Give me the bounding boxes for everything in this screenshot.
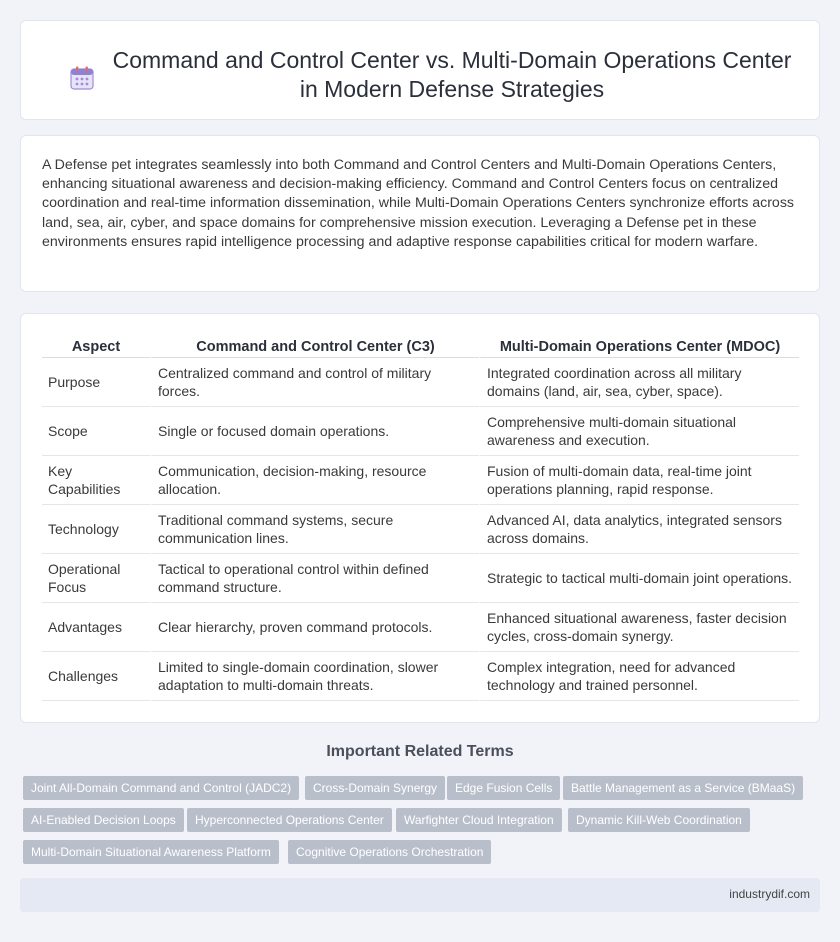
table-row xyxy=(42,652,799,701)
row-aspect: Technology xyxy=(42,505,150,554)
calendar-icon xyxy=(69,65,95,91)
row-c3: Single or focused domain operations. xyxy=(150,407,479,456)
tag-cross-domain-synergy[interactable]: Cross-Domain Synergy xyxy=(305,776,445,800)
row-mdoc: Strategic to tactical multi-domain joint operations. xyxy=(479,554,799,603)
related-terms-heading: Important Related Terms xyxy=(326,743,514,760)
row-aspect: Operational Focus xyxy=(42,554,150,603)
row-mdoc: Advanced AI, data analytics, integrated sensors across domains. xyxy=(479,505,799,554)
table-header-row xyxy=(42,334,799,358)
page-title-line1: Command and Control Center vs. Multi-Domain Operations Center xyxy=(112,47,792,73)
row-aspect: Scope xyxy=(42,407,150,456)
row-c3: Tactical to operational control within defined command structure. xyxy=(150,554,479,603)
tag-ai-enabled-decision-loops[interactable]: AI-Enabled Decision Loops xyxy=(23,808,184,832)
row-aspect: Purpose xyxy=(42,358,150,407)
row-mdoc: Integrated coordination across all military domains (land, air, sea, cyber, space). xyxy=(479,358,799,407)
table-row xyxy=(42,505,799,554)
tag-dynamic-kill-web-coordination[interactable]: Dynamic Kill-Web Coordination xyxy=(568,808,750,832)
row-c3: Limited to single-domain coordination, slower adaptation to multi-domain threats. xyxy=(150,652,479,701)
tag-edge-fusion-cells[interactable]: Edge Fusion Cells xyxy=(447,776,560,800)
row-mdoc: Complex integration, need for advanced technology and trained personnel. xyxy=(479,652,799,701)
intro-card xyxy=(20,135,820,292)
tag-mdsa-platform[interactable]: Multi-Domain Situational Awareness Platform xyxy=(23,840,279,864)
intro-paragraph: A Defense pet integrates seamlessly into both Command and Control Centers and Multi-Domain Operations Centers, enhancing situational awareness and decision-making efficiency. Command and Control Centers focus on centralized coordination and real-time information dissemination, while Multi-Domain Operations Centers synchronize efforts across land, sea, air, cyber, and space domains for comprehensive mission execution. Leveraging a Defense pet in these environments ensures rapid intelligence processing and adaptive response capabilities critical for modern warfare. xyxy=(42,157,795,250)
row-c3: Communication, decision-making, resource allocation. xyxy=(150,456,479,505)
tag-warfighter-cloud-integration[interactable]: Warfighter Cloud Integration xyxy=(396,808,562,832)
header-mdoc: Multi-Domain Operations Center (MDOC) xyxy=(479,334,799,358)
header-c3: Command and Control Center (C3) xyxy=(150,334,479,358)
footer-site: industrydif.com xyxy=(729,887,810,901)
row-aspect: Advantages xyxy=(42,603,150,652)
footer xyxy=(20,878,820,912)
table-row xyxy=(42,407,799,456)
row-mdoc: Fusion of multi-domain data, real-time joint operations planning, rapid response. xyxy=(479,456,799,505)
header-aspect: Aspect xyxy=(42,334,150,358)
table-row xyxy=(42,358,799,407)
title-card xyxy=(20,20,820,120)
row-mdoc: Enhanced situational awareness, faster decision cycles, cross-domain synergy. xyxy=(479,603,799,652)
tag-jadc2[interactable]: Joint All-Domain Command and Control (JADC2) xyxy=(23,776,299,800)
row-aspect: Challenges xyxy=(42,652,150,701)
page-title xyxy=(101,46,803,104)
table-row xyxy=(42,603,799,652)
tag-cognitive-operations-orchestration[interactable]: Cognitive Operations Orchestration xyxy=(288,840,491,864)
tag-bmaas[interactable]: Battle Management as a Service (BMaaS) xyxy=(563,776,803,800)
comparison-card xyxy=(20,313,820,723)
row-aspect: Key Capabilities xyxy=(42,456,150,505)
row-c3: Traditional command systems, secure communication lines. xyxy=(150,505,479,554)
comparison-table xyxy=(42,334,799,701)
row-c3: Clear hierarchy, proven command protocols. xyxy=(150,603,479,652)
row-c3: Centralized command and control of military forces. xyxy=(150,358,479,407)
table-row xyxy=(42,456,799,505)
row-mdoc: Comprehensive multi-domain situational awareness and execution. xyxy=(479,407,799,456)
page-title-line2: in Modern Defense Strategies xyxy=(299,76,605,102)
table-row xyxy=(42,554,799,603)
tag-hyperconnected-operations-center[interactable]: Hyperconnected Operations Center xyxy=(187,808,392,832)
